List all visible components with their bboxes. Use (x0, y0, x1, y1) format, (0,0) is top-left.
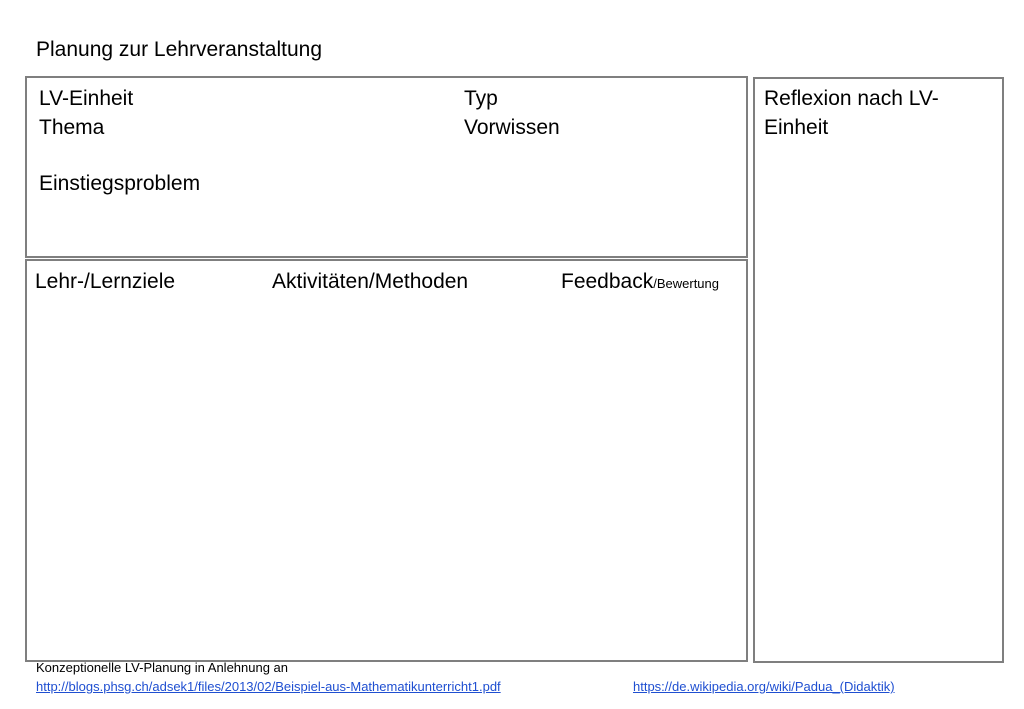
footer-link-wikipedia[interactable]: https://de.wikipedia.org/wiki/Padua_(Didaktik) (633, 679, 895, 694)
reflexion-label-line1: Reflexion nach LV- (764, 87, 939, 110)
reflexion-label-line2: Einheit (764, 116, 829, 139)
page-title: Planung zur Lehrveranstaltung (36, 38, 323, 61)
aktivitaeten-label: Aktivitäten/Methoden (272, 270, 469, 293)
lernziele-label: Lehr-/Lernziele (35, 270, 176, 293)
bewertung-text: /Bewertung (653, 276, 719, 291)
lv-einheit-label: LV-Einheit (39, 87, 134, 110)
thema-label: Thema (39, 116, 105, 139)
typ-label: Typ (464, 87, 498, 110)
footer-link-blog[interactable]: http://blogs.phsg.ch/adsek1/files/2013/02/Beispiel-aus-Mathematikunterricht1.pdf (36, 679, 501, 694)
reflection-box (753, 77, 1004, 663)
planning-box (25, 259, 748, 662)
feedback-text: Feedback (561, 270, 654, 293)
feedback-label (561, 267, 719, 298)
einstiegsproblem-label: Einstiegsproblem (39, 172, 201, 195)
vorwissen-label: Vorwissen (464, 116, 560, 139)
unit-info-box (25, 76, 748, 258)
footer-note: Konzeptionelle LV-Planung in Anlehnung an (36, 660, 289, 675)
